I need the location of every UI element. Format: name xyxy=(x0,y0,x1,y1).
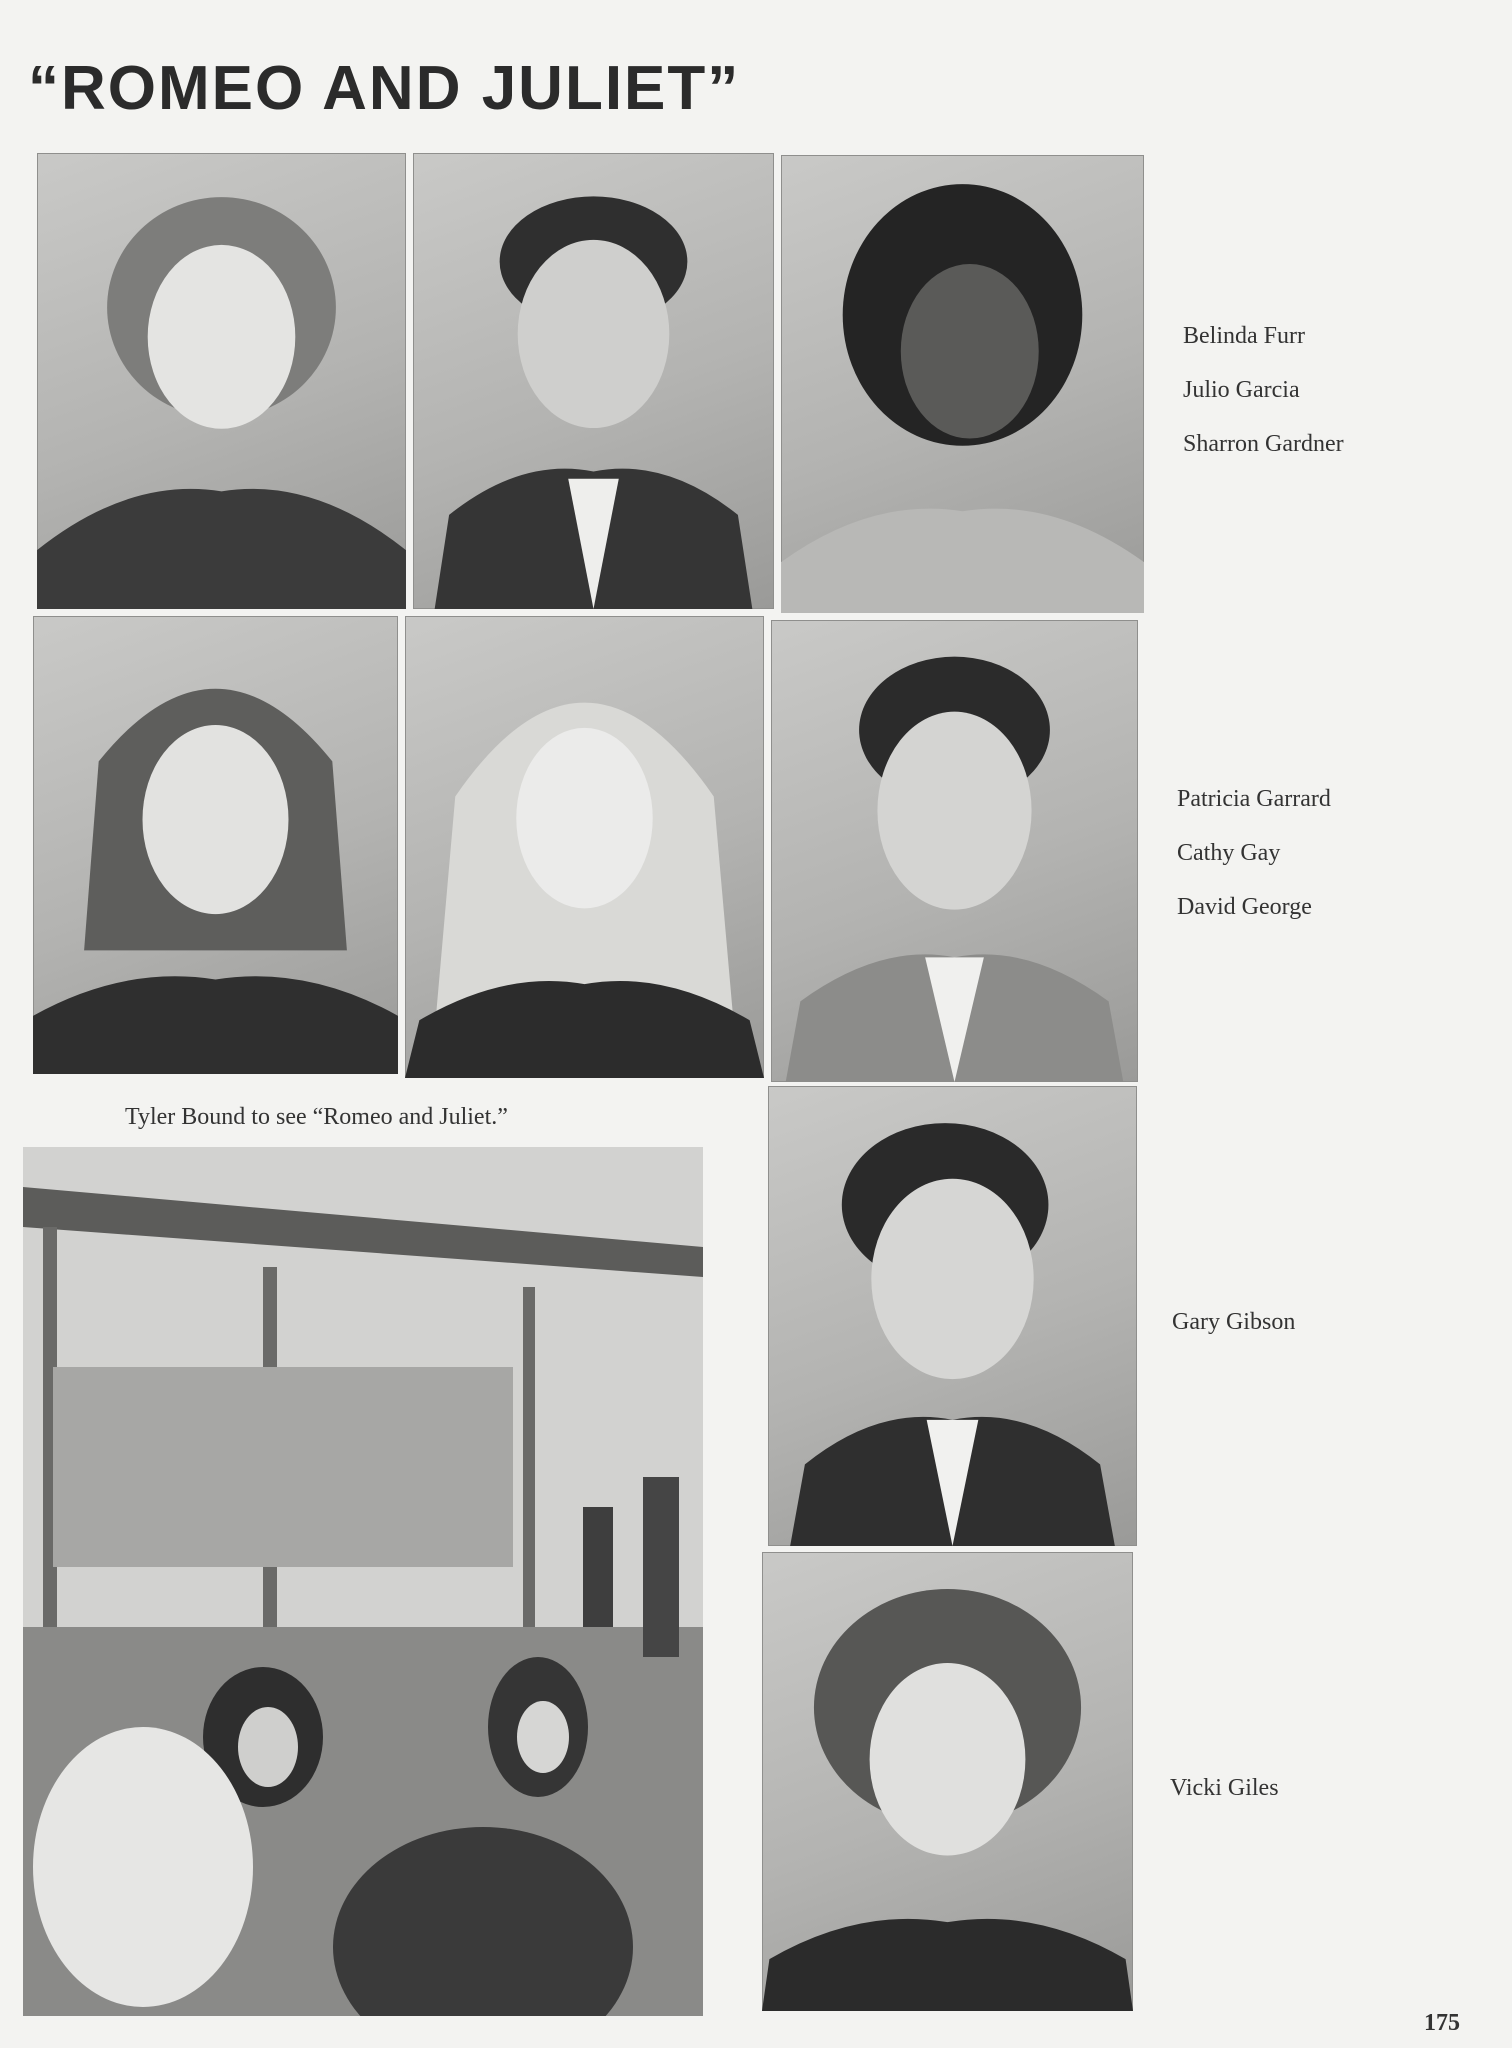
name-item: Sharron Gardner xyxy=(1183,431,1344,457)
page-number: 175 xyxy=(1424,2010,1460,2036)
name-item: Vicki Giles xyxy=(1170,1775,1279,1801)
names-list-row-4 xyxy=(1170,1774,1279,1828)
portrait-cathy-gay xyxy=(405,616,764,1078)
portrait-gary-gibson xyxy=(768,1086,1137,1546)
names-list-row-2 xyxy=(1177,785,1331,947)
portrait-patricia-garrard xyxy=(33,616,398,1074)
portrait-julio-garcia xyxy=(413,153,774,609)
portrait-belinda-furr xyxy=(37,153,406,609)
page-title: “ROMEO AND JULIET” xyxy=(28,54,741,123)
portrait-david-george xyxy=(771,620,1138,1082)
portrait-sharron-gardner xyxy=(781,155,1144,613)
name-item: Belinda Furr xyxy=(1183,323,1305,349)
candid-group-photo xyxy=(23,1147,703,2016)
photo-caption: Tyler Bound to see “Romeo and Juliet.” xyxy=(125,1104,508,1130)
name-item: David George xyxy=(1177,894,1312,920)
names-list-row-1 xyxy=(1183,322,1344,484)
portrait-vicki-giles xyxy=(762,1552,1133,2011)
name-item: Cathy Gay xyxy=(1177,840,1281,866)
names-list-row-3 xyxy=(1172,1308,1295,1362)
name-item: Patricia Garrard xyxy=(1177,786,1331,812)
name-item: Gary Gibson xyxy=(1172,1309,1296,1335)
name-item: Julio Garcia xyxy=(1183,377,1300,403)
